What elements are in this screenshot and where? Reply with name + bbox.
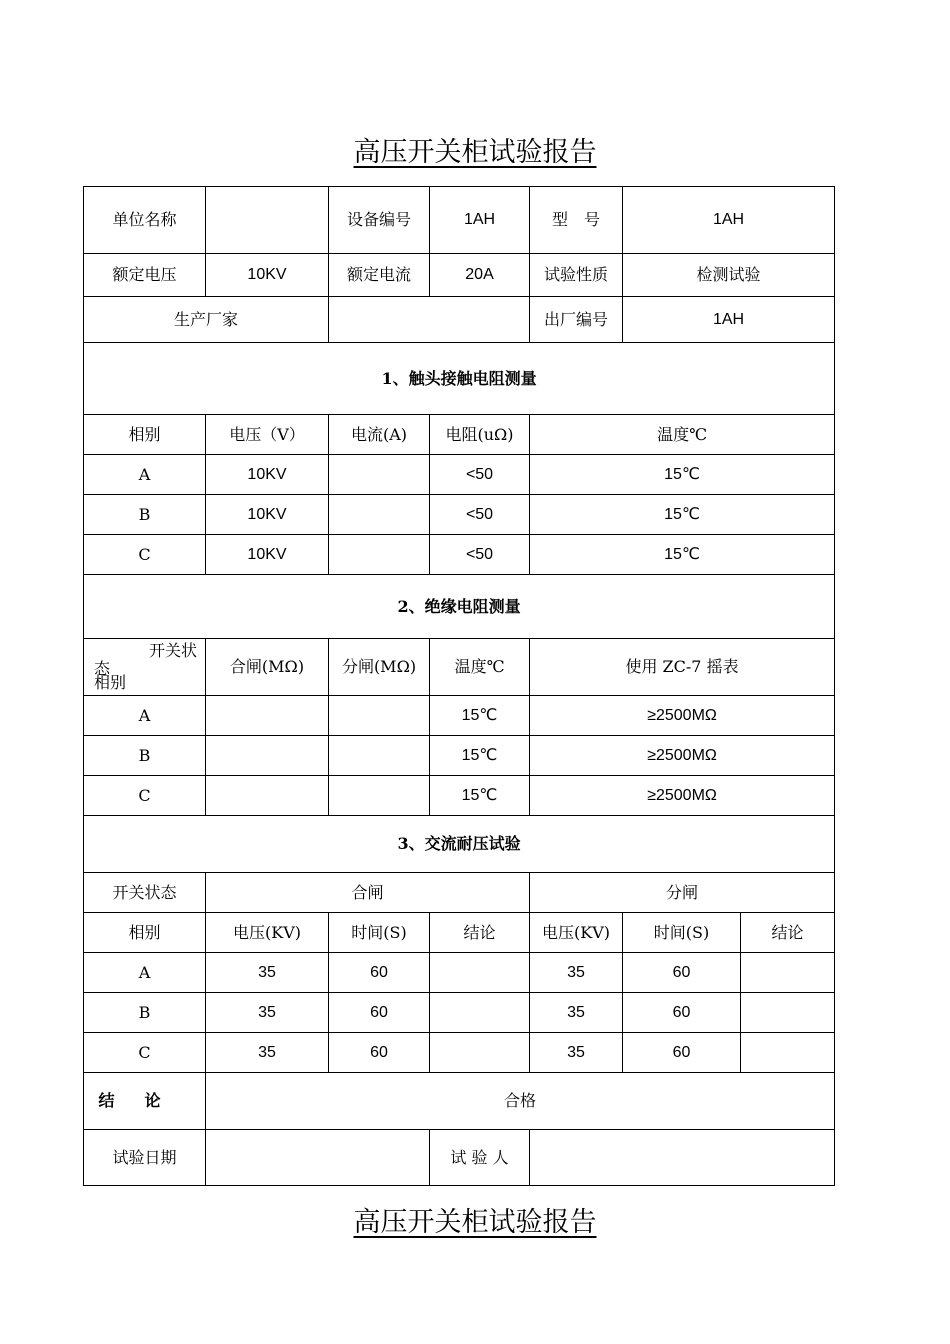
- factory-no-label: 出厂编号: [530, 297, 623, 343]
- open-conclusion: [741, 953, 835, 993]
- manufacturer-label: 生产厂家: [84, 297, 329, 343]
- open-group-label: 分闸: [530, 873, 835, 913]
- closed-conclusion: [430, 993, 530, 1033]
- insulation-meter: ≥2500MΩ: [530, 776, 835, 816]
- contact-current: [329, 495, 430, 535]
- contact-temperature: 15℃: [530, 455, 835, 495]
- contact-col-temperature: 温度℃: [530, 415, 835, 455]
- closed-group-label: 合闸: [206, 873, 530, 913]
- insulation-header-row: [84, 639, 835, 696]
- unit-name-label: 单位名称: [84, 187, 206, 254]
- model-value: 1AH: [623, 187, 835, 254]
- section-2-title: 2、绝缘电阻测量: [84, 575, 835, 639]
- withstand-phase: C: [84, 1033, 206, 1073]
- insulation-row: [84, 776, 835, 816]
- insulation-open: [329, 696, 430, 736]
- open-voltage: 35: [530, 1033, 623, 1073]
- device-no-value: 1AH: [430, 187, 530, 254]
- contact-temperature: 15℃: [530, 495, 835, 535]
- open-voltage: 35: [530, 993, 623, 1033]
- contact-row: [84, 455, 835, 495]
- contact-voltage: 10KV: [206, 455, 329, 495]
- insulation-temperature: 15℃: [430, 696, 530, 736]
- tester-value: [530, 1130, 835, 1186]
- withstand-phase: A: [84, 953, 206, 993]
- contact-resistance: <50: [430, 495, 530, 535]
- insulation-col-closed: 合闸(MΩ): [206, 639, 329, 696]
- factory-no-value: 1AH: [623, 297, 835, 343]
- open-voltage: 35: [530, 953, 623, 993]
- insulation-col-open: 分闸(MΩ): [329, 639, 430, 696]
- test-nature-value: 检测试验: [623, 254, 835, 297]
- insulation-open: [329, 736, 430, 776]
- corner-mid-text: 态: [94, 659, 111, 678]
- contact-voltage: 10KV: [206, 495, 329, 535]
- withstand-header-row: [84, 913, 835, 953]
- insulation-meter: ≥2500MΩ: [530, 696, 835, 736]
- open-col-voltage: 电压(KV): [530, 913, 623, 953]
- rated-voltage-label: 额定电压: [84, 254, 206, 297]
- insulation-phase: B: [84, 736, 206, 776]
- contact-row: [84, 535, 835, 575]
- closed-col-time: 时间(S): [329, 913, 430, 953]
- closed-conclusion: [430, 953, 530, 993]
- footer-row: [84, 1130, 835, 1186]
- corner-top-text: 开关状: [148, 641, 197, 660]
- conclusion-row: [84, 1073, 835, 1130]
- report-table: [83, 186, 835, 1186]
- section-1-row: [84, 343, 835, 415]
- insulation-col-meter: 使用 ZC-7 摇表: [530, 639, 835, 696]
- switch-state-label: 开关状态: [84, 873, 206, 913]
- unit-name-value: [206, 187, 329, 254]
- device-no-label: 设备编号: [329, 187, 430, 254]
- section-2-row: [84, 575, 835, 639]
- closed-voltage: 35: [206, 1033, 329, 1073]
- conclusion-value: 合格: [206, 1073, 835, 1130]
- contact-temperature: 15℃: [530, 535, 835, 575]
- contact-voltage: 10KV: [206, 535, 329, 575]
- insulation-phase: A: [84, 696, 206, 736]
- insulation-corner-cell: [84, 639, 206, 696]
- section-3-row: [84, 816, 835, 873]
- tester-label: 试 验 人: [430, 1130, 530, 1186]
- report-title-repeat: 高压开关柜试验报告: [353, 1207, 597, 1238]
- withstand-row: [84, 993, 835, 1033]
- open-col-conclusion: 结论: [741, 913, 835, 953]
- insulation-col-temperature: 温度℃: [430, 639, 530, 696]
- rated-voltage-value: 10KV: [206, 254, 329, 297]
- contact-header-row: [84, 415, 835, 455]
- contact-row: [84, 495, 835, 535]
- withstand-row: [84, 953, 835, 993]
- insulation-open: [329, 776, 430, 816]
- insulation-closed: [206, 776, 329, 816]
- insulation-temperature: 15℃: [430, 736, 530, 776]
- insulation-closed: [206, 696, 329, 736]
- insulation-row: [84, 736, 835, 776]
- insulation-meter: ≥2500MΩ: [530, 736, 835, 776]
- contact-current: [329, 535, 430, 575]
- withstand-row: [84, 1033, 835, 1073]
- closed-col-conclusion: 结论: [430, 913, 530, 953]
- section-3-title: 3、交流耐压试验: [84, 816, 835, 873]
- test-date-value: [206, 1130, 430, 1186]
- contact-resistance: <50: [430, 535, 530, 575]
- contact-phase: A: [84, 455, 206, 495]
- insulation-row: [84, 696, 835, 736]
- contact-current: [329, 455, 430, 495]
- section-1-title: 1、触头接触电阻测量: [84, 343, 835, 415]
- closed-voltage: 35: [206, 953, 329, 993]
- closed-col-voltage: 电压(KV): [206, 913, 329, 953]
- rated-current-label: 额定电流: [329, 254, 430, 297]
- contact-resistance: <50: [430, 455, 530, 495]
- open-conclusion: [741, 993, 835, 1033]
- closed-time: 60: [329, 953, 430, 993]
- test-nature-label: 试验性质: [530, 254, 623, 297]
- withstand-phase: B: [84, 993, 206, 1033]
- withstand-col-phase: 相别: [84, 913, 206, 953]
- closed-time: 60: [329, 1033, 430, 1073]
- header-row-1: [84, 187, 835, 254]
- closed-time: 60: [329, 993, 430, 1033]
- open-conclusion: [741, 1033, 835, 1073]
- report-title: 高压开关柜试验报告: [353, 137, 597, 168]
- insulation-phase: C: [84, 776, 206, 816]
- withstand-state-row: [84, 873, 835, 913]
- conclusion-label: 结论: [84, 1073, 206, 1130]
- open-col-time: 时间(S): [623, 913, 741, 953]
- contact-col-resistance: 电阻(uΩ): [430, 415, 530, 455]
- insulation-closed: [206, 736, 329, 776]
- model-label: 型 号: [530, 187, 623, 254]
- contact-phase: B: [84, 495, 206, 535]
- test-date-label: 试验日期: [84, 1130, 206, 1186]
- open-time: 60: [623, 953, 741, 993]
- header-row-3: [84, 297, 835, 343]
- open-time: 60: [623, 1033, 741, 1073]
- contact-col-current: 电流(A): [329, 415, 430, 455]
- contact-phase: C: [84, 535, 206, 575]
- header-row-2: [84, 254, 835, 297]
- contact-col-voltage: 电压（V）: [206, 415, 329, 455]
- contact-col-phase: 相别: [84, 415, 206, 455]
- closed-conclusion: [430, 1033, 530, 1073]
- closed-voltage: 35: [206, 993, 329, 1033]
- corner-bottom-text: 相别: [94, 673, 127, 692]
- insulation-temperature: 15℃: [430, 776, 530, 816]
- rated-current-value: 20A: [430, 254, 530, 297]
- manufacturer-value: [329, 297, 530, 343]
- open-time: 60: [623, 993, 741, 1033]
